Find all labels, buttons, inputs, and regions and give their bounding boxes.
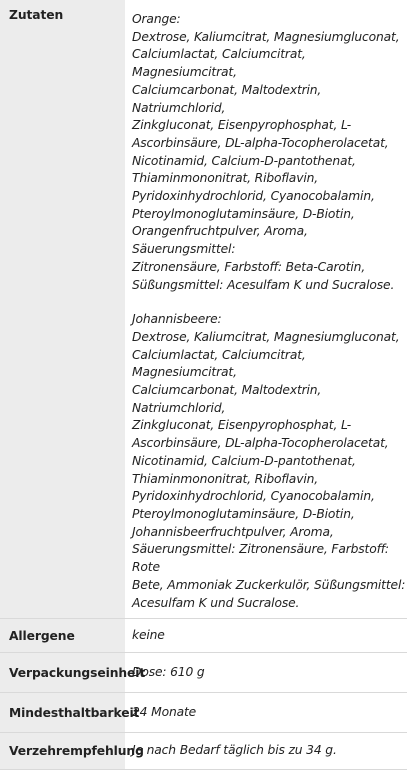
row-verpackungseinheit xyxy=(0,653,407,693)
verpackungseinheit-label: Verpackungseinheit xyxy=(0,653,125,692)
zutaten-value xyxy=(125,0,407,618)
mindesthaltbarkeit-label: Mindesthaltbarkeit xyxy=(0,693,125,732)
ingredients-orange: Orange: Dextrose, Kaliumcitrat, Magnesiumgluconat, Calciumlactat, Calciumcitrat, Magnesiumcitrat, Calciumcarbonat, Maltodextrin, Natriumchlorid, Zinkgluconat, Eisenpyrophosphat, L- Ascorbinsäure, DL-alpha-Tocopherolacetat, Nicotinamid, Calcium-D-pantothenat, Thiaminmononitrat, Riboflavin, Pyridoxinhydrochlorid, Cyanocobalamin, Pteroylmonoglutaminsäure, D-Biotin, Orangenfruchtpulver, Aroma, Säuerungsmittel: Zitronensäure, Farbstoff: Beta-Carotin, Süßungsmittel: Acesulfam K und Sucralose. xyxy=(132,12,400,292)
verzehrempfehlung-label: Verzehrempfehlung xyxy=(0,733,125,769)
row-allergene xyxy=(0,619,407,653)
verpackungseinheit-value: Dose: 610 g xyxy=(132,664,205,679)
allergene-label: Allergene xyxy=(0,619,125,652)
row-verzehrempfehlung xyxy=(0,733,407,770)
mindesthaltbarkeit-value: 24 Monate xyxy=(132,704,197,719)
zutaten-label: Zutaten xyxy=(0,0,125,618)
verzehrempfehlung-value: Je nach Bedarf täglich bis zu 34 g. xyxy=(132,743,337,758)
allergene-value: keine xyxy=(132,627,165,642)
ingredients-johannisbeere: Johannisbeere: Dextrose, Kaliumcitrat, Magnesiumgluconat, Calciumlactat, Calciumcitrat, Magnesiumcitrat, Calciumcarbonat, Maltodextrin, Natriumchlorid, Zinkgluconat, Eisenpyrophosphat, L- Ascorbinsäure, DL-alpha-Tocopherolacetat, Nicotinamid, Calcium-D-pantothenat, Thiaminmononitrat, Riboflavin, Pyridoxinhydrochlorid, Cyanocobalamin, Pteroylmonoglutaminsäure, D-Biotin, Johannisbeerfruchtpulver, Aroma, Säuerungsmittel: Zitronensäure, Farbstoff: Rote Bete, Ammoniak Zuckerkulör, Süßungsmittel: Acesulfam K und Sucralose. xyxy=(132,312,406,610)
row-mindesthaltbarkeit xyxy=(0,693,407,733)
